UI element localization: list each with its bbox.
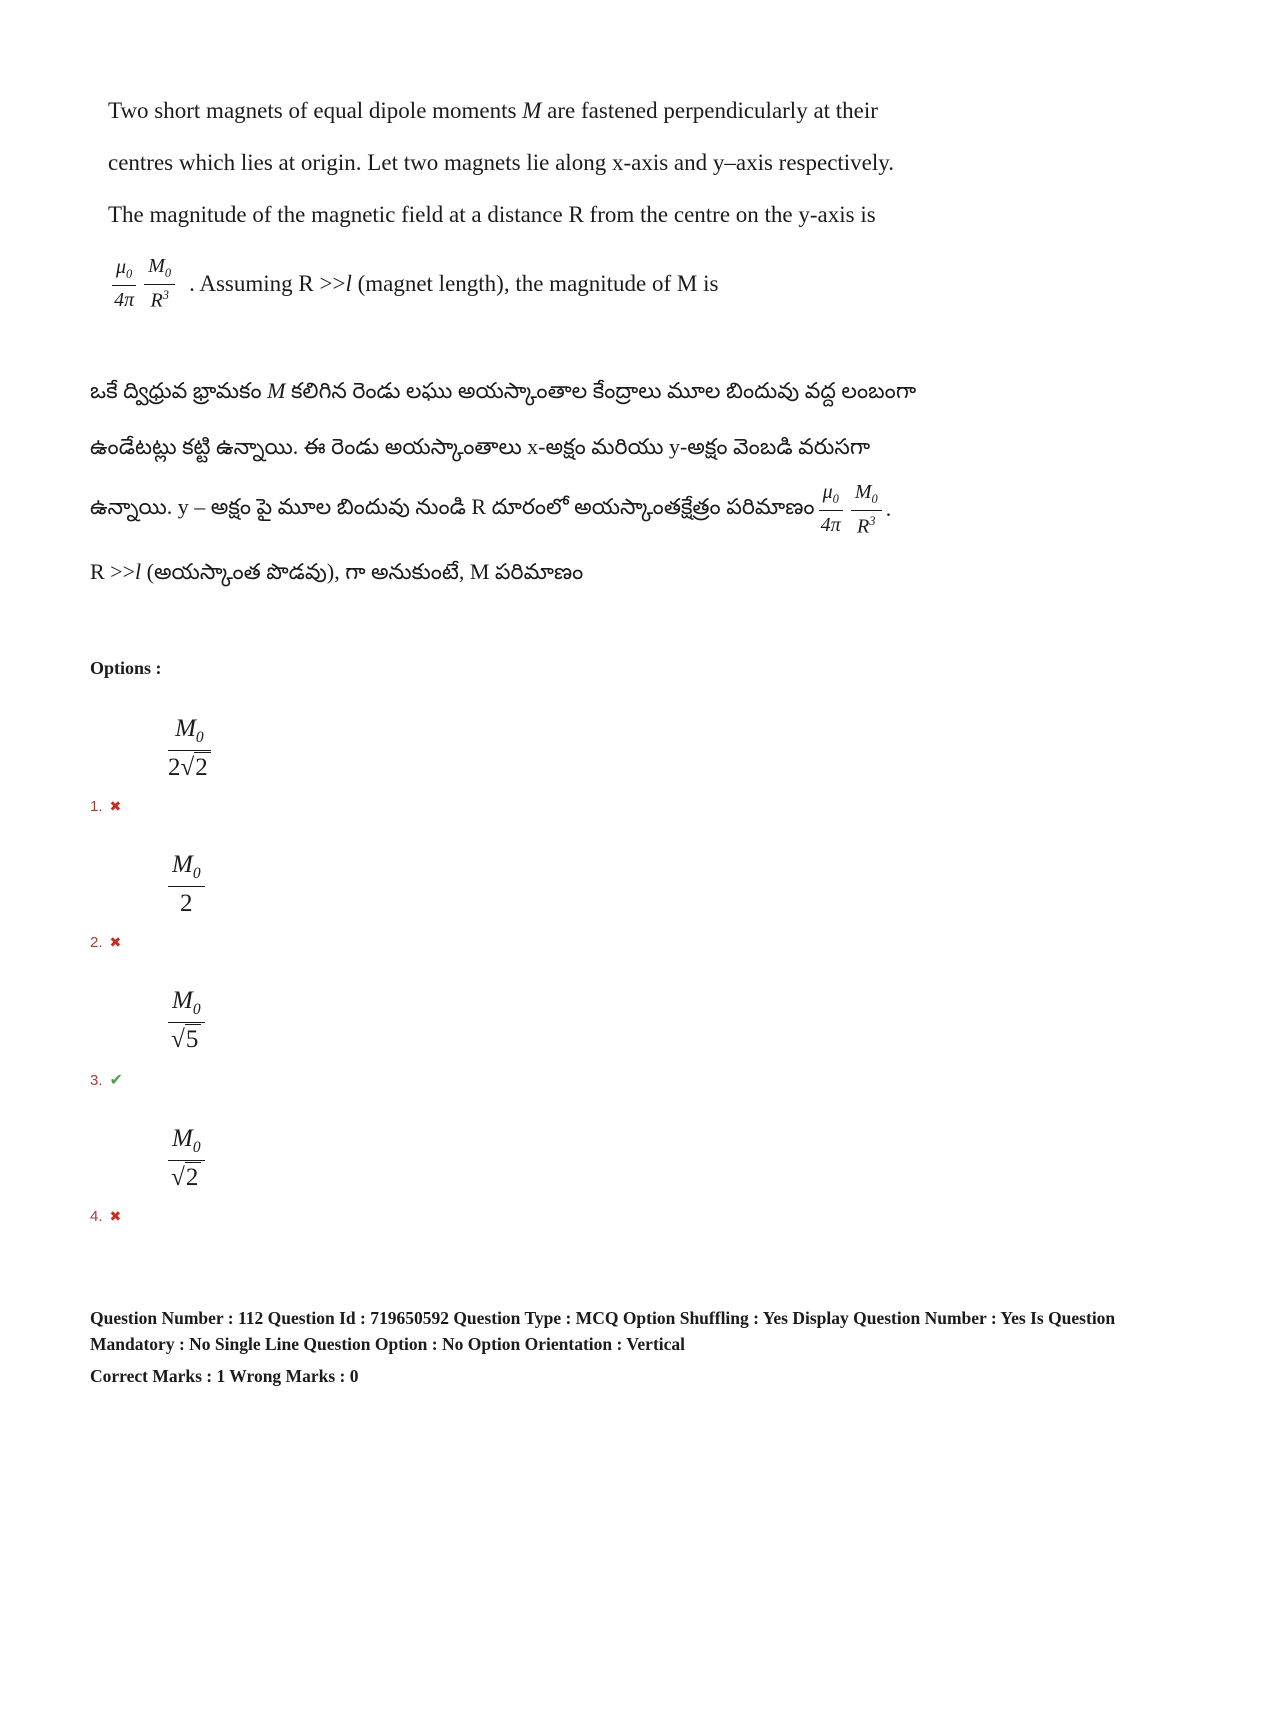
question-english-line-3: The magnitude of the magnetic field at a distance R from the centre on the y-axis is [108,202,876,227]
option-3-number: 3. [90,1072,103,1090]
variable-M0: M [148,255,165,277]
question-metadata [90,1305,1135,1389]
fraction-numerator [168,1125,205,1161]
option-1-fraction [168,715,211,782]
text-run: R >> [90,559,135,585]
text-run: Two short magnets of equal dipole moments [108,98,523,123]
square-root [171,1162,201,1191]
option-3-label-row [90,1070,1275,1089]
subscript-0: 0 [871,491,878,506]
question-telugu-formula-line [90,481,1090,539]
option-3 [0,987,1275,1089]
fraction-denominator [144,285,175,313]
fraction-denominator [819,511,843,537]
question-page [0,85,1275,1736]
variable-mu: μ [822,481,833,504]
wrong-mark-icon: ✖ [109,1209,122,1226]
option-2-label-row [90,934,1275,951]
radical-icon: √ [171,1026,185,1054]
option-4 [0,1125,1275,1225]
square-root [171,1024,201,1053]
option-4-label-row [90,1208,1275,1225]
radicand: 2 [194,752,211,781]
fraction-denominator: 2 [180,890,193,918]
variable-M0: M [172,851,193,879]
text-run: are fastened perpendicularly at their [541,98,878,123]
text-run: . Assuming R >> [189,270,346,296]
variable-l: l [345,270,352,296]
question-marks-text: Correct Marks : 1 Wrong Marks : 0 [90,1366,359,1387]
option-1-label-row [90,798,1275,815]
option-2-number: 2. [90,934,103,952]
subscript-0: 0 [164,266,172,280]
question-telugu-line-4 [90,544,1090,600]
question-english-line-2: centres which lies at origin. Let two magnets lie along x-axis and y–axis respectively. [108,150,895,175]
radical-icon: √ [171,1164,185,1192]
option-2-fraction [168,851,205,918]
denominator-4pi: 4π [820,514,841,537]
variable-mu: μ [116,255,127,278]
question-english-after-formula [189,271,718,297]
fraction-denominator [112,286,136,312]
variable-l: l [135,559,142,585]
question-telugu-line-2: ఉండేటట్లు కట్టి ఉన్నాయి. ఈ రెండు అయస్కాంతాలు x-అక్షం మరియు y-అక్షం వెంబడి వరుసగా [90,433,871,459]
option-4-number: 4. [90,1208,103,1226]
fraction-numerator [851,481,882,511]
text-run: (అయస్కాంత పొడవు), గా అనుకుంటే, M పరిమాణం [141,559,584,585]
fraction-numerator [144,255,175,285]
option-3-fraction [168,987,205,1054]
question-telugu-line-1 [90,363,1090,419]
option-2 [0,851,1275,951]
fraction-denominator [168,1161,205,1192]
subscript-0: 0 [192,1139,201,1157]
radicand: 2 [185,1162,202,1191]
superscript-3: 3 [162,288,169,302]
text-run: . [885,496,892,522]
radical-icon: √ [180,754,195,782]
question-english-formula-line [108,255,1088,313]
option-1-number: 1. [90,798,103,816]
wrong-mark-icon: ✖ [109,935,122,952]
variable-R: R [857,515,870,538]
fraction-mu0-over-4pi [112,256,136,312]
fraction-denominator [851,511,882,539]
correct-mark-icon: ✔ [109,1070,123,1090]
text-run: (magnet length), the magnitude of M is [351,270,719,296]
variable-M0: M [175,715,196,743]
fraction-numerator [112,256,136,286]
subscript-0: 0 [192,865,201,883]
option-1 [0,715,1275,815]
question-english [108,85,1088,313]
text-run: కలిగిన రెండు లఘు అయస్కాంతాల కేంద్రాలు మూల బిందువు వద్ద లంబంగా [285,377,917,403]
fraction-M0-over-R3 [851,481,882,539]
options-heading: Options : [90,658,162,679]
radicand: 5 [185,1024,202,1053]
text-run: ఒకే ద్విధ్రువ భ్రామకం [90,377,268,403]
option-4-fraction [168,1125,205,1192]
variable-M: M [267,377,286,403]
fraction-M0-over-R3 [144,255,175,313]
square-root [181,752,211,781]
variable-M: M [522,98,542,123]
question-metadata-text: Question Number : 112 Question Id : 719650592 Question Type : MCQ Option Shuffling : Yes Display Question Number : Yes Is Question Mandatory : No Single Line Question Option : No Option Orientation : Vertical [90,1308,1116,1355]
denominator-4pi: 4π [114,288,135,311]
wrong-mark-icon: ✖ [109,799,122,816]
subscript-0: 0 [195,729,204,747]
fraction-denominator [168,1023,205,1054]
variable-M0: M [172,1125,193,1153]
fraction-denominator [168,751,211,782]
fraction-numerator [168,715,211,751]
fraction-mu0-over-4pi [819,481,843,537]
superscript-3: 3 [869,513,876,528]
subscript-0: 0 [192,1001,201,1019]
fraction-numerator [168,987,205,1023]
text-run: ఉన్నాయి. y – అక్షం పై మూల బిందువు నుండి R దూరంలో అయస్కాంతక్షేత్రం పరిమాణం [90,493,815,519]
question-english-line-1 [108,85,1088,137]
subscript-0: 0 [126,266,133,281]
variable-M0: M [172,987,193,1015]
fraction-numerator [168,851,205,887]
text-run: 2 [168,754,181,782]
variable-R: R [150,289,163,312]
question-telugu [90,363,1090,601]
variable-M0: M [854,480,872,503]
subscript-0: 0 [832,492,839,507]
fraction-numerator [819,481,843,511]
